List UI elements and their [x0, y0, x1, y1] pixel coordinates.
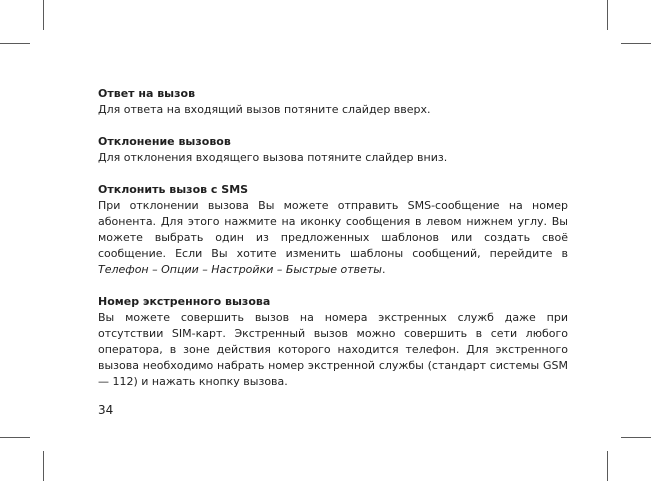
settings-path: Телефон – Опции – Настройки – Быстрые ответы: [98, 263, 382, 276]
crop-mark-bottom-right-vertical: [607, 451, 608, 481]
section-text: Для отклонения входящего вызова потяните слайдер вниз.: [98, 151, 448, 164]
page-number: 34: [98, 403, 114, 417]
section-heading: Ответ на вызов: [98, 87, 196, 100]
section-reject-call: [98, 134, 568, 166]
section-text: При отклонении вызова Вы можете отправить SMS-сообщение на номер абонента. Для этого нажмите на иконку сообщения в левом нижнем углу. Вы можете выбрать один из предложенных шаблонов или создать своё сообщение. Если Вы хотите изменить шаблоны сообщений, перейдите в: [98, 199, 568, 260]
section-text-with-path: [98, 198, 568, 278]
section-text: Для ответа на входящий вызов потяните слайдер вверх.: [98, 103, 431, 116]
section-heading: Номер экстренного вызова: [98, 295, 271, 308]
crop-mark-top-left-horizontal: [0, 43, 30, 44]
crop-mark-top-right-horizontal: [621, 43, 651, 44]
section-heading: Отклонение вызовов: [98, 135, 231, 148]
section-answer-call: [98, 86, 568, 118]
section-emergency-number: [98, 294, 568, 390]
section-reject-with-sms: [98, 182, 568, 278]
crop-mark-bottom-left-horizontal: [0, 437, 30, 438]
crop-mark-top-left-vertical: [43, 0, 44, 30]
section-heading: Отклонить вызов с SMS: [98, 183, 249, 196]
crop-mark-bottom-right-horizontal: [621, 437, 651, 438]
manual-content: [98, 86, 568, 406]
crop-mark-top-right-vertical: [607, 0, 608, 30]
crop-mark-bottom-left-vertical: [43, 451, 44, 481]
section-text: Вы можете совершить вызов на номера экстренных служб даже при отсутствии SIM-карт. Экстренный вызов можно совершить в сети любого оператора, в зоне действия которого находится телефон. Для экстренного вызова необходимо набрать номер экстренной службы (стандарт системы GSM — 112) и нажать кнопку вызова.: [98, 311, 568, 388]
section-text-tail: .: [381, 263, 386, 276]
